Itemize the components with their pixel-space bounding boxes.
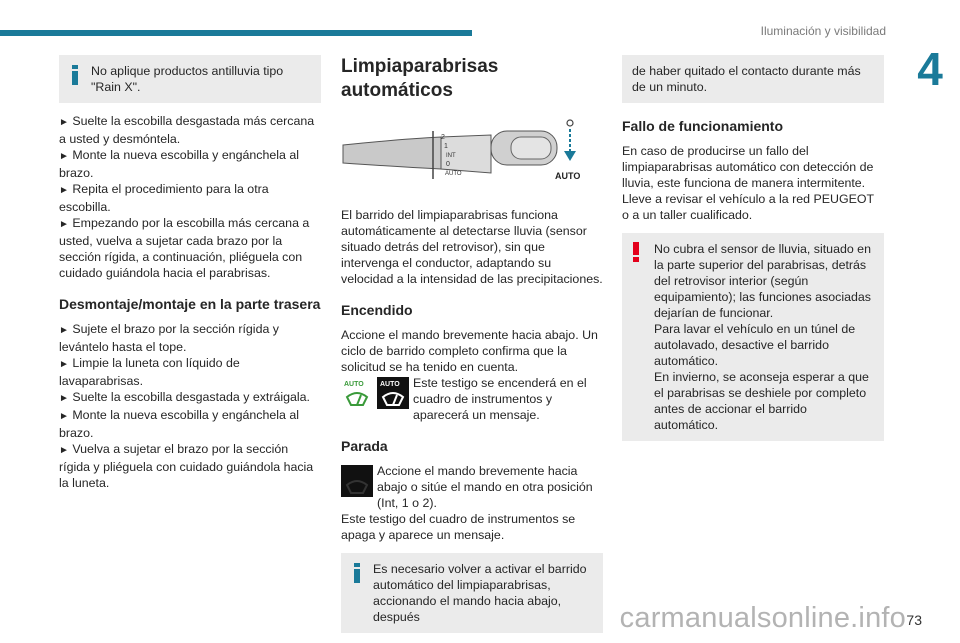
- bullet-item: [59, 181, 321, 215]
- auto-label: AUTO: [344, 381, 364, 388]
- bullet-text: Empezando por la escobilla más cercana a usted, vuelva a sujetar cada brazo por la sección rígida, a continuación, pliéguela con cuidado guiándola hacia el parabrisas.: [59, 216, 310, 280]
- bullet-item: [59, 389, 321, 407]
- bullet-text: Monte la nueva escobilla y engánchela al brazo.: [59, 408, 299, 440]
- off-indicator-row: [341, 463, 603, 511]
- bullet-text: Vuelva a sujetar el brazo por la sección rígida y pliéguela con cuidado guiándola hacia la luneta.: [59, 442, 314, 490]
- wiper-auto-icon: [377, 377, 409, 409]
- bullet-icon: ►: [59, 393, 69, 404]
- wiper-off-icon: [341, 465, 373, 497]
- on-indicator-row: [341, 375, 603, 423]
- bullet-item: [59, 147, 321, 181]
- bullet-item: [59, 355, 321, 389]
- watermark: carmanualsonline.info: [619, 602, 906, 634]
- bullet-icon: ►: [59, 445, 69, 456]
- info-icon: [353, 563, 361, 583]
- header-bar: [0, 30, 472, 36]
- page-number: 73: [906, 612, 922, 628]
- fail-text: En caso de producirse un fallo del limpiaparabrisas automático con detección de lluvia, este funciona de manera intermitente. Lleve a revisar el vehículo a la red PEUGEOT o a un taller cualificado.: [622, 144, 874, 222]
- bullet-icon: ►: [59, 359, 69, 370]
- bullet-item: [59, 407, 321, 441]
- off-text: Accione el mando brevemente hacia abajo o sitúe el mando en otra posición (Int, 1 o 2).: [377, 464, 593, 510]
- illus-mark: AUTO: [445, 171, 462, 177]
- page-title: Limpiaparabrisas automáticos: [341, 56, 499, 101]
- info-text: No aplique productos antilluvia tipo "Rain X".: [91, 64, 284, 94]
- off-heading: Parada: [341, 438, 388, 454]
- column-1: [59, 55, 321, 491]
- bullet-item: [59, 215, 321, 281]
- bullet-text: Suelte la escobilla desgastada y extráigala.: [72, 390, 310, 404]
- bullet-text: Repita el procedimiento para la otra escobilla.: [59, 182, 269, 214]
- illus-mark: 1: [444, 143, 448, 150]
- warning-line: Para lavar el vehículo en un túnel de autolavado, desactive el barrido automático.: [654, 322, 856, 368]
- bullet-icon: ►: [59, 151, 69, 162]
- bullet-item: [59, 321, 321, 355]
- bullet-text: Limpie la luneta con líquido de lavaparabrisas.: [59, 356, 240, 388]
- on-heading: Encendido: [341, 302, 413, 318]
- bullet-item: [59, 441, 321, 491]
- rear-heading: Desmontaje/montaje en la parte trasera: [59, 296, 321, 312]
- illus-mark: 2: [441, 134, 445, 141]
- section-title: Iluminación y visibilidad: [760, 24, 886, 38]
- bullet-text: Sujete el brazo por la sección rígida y levántelo hasta el tope.: [59, 322, 279, 354]
- bullet-icon: ►: [59, 185, 69, 196]
- bullet-list-front: [59, 113, 321, 281]
- chapter-tab: [900, 40, 960, 98]
- chapter-number: 4: [917, 43, 943, 95]
- bullet-list-rear: [59, 321, 321, 491]
- bullet-item: [59, 113, 321, 147]
- illus-label: AUTO: [555, 171, 581, 181]
- bullet-icon: ►: [59, 325, 69, 336]
- bullet-text: Monte la nueva escobilla y engánchela al brazo.: [59, 148, 299, 180]
- continued-box: [622, 55, 884, 103]
- warning-icon: [632, 242, 640, 262]
- bullet-icon: ►: [59, 219, 69, 230]
- info-box: [341, 553, 603, 633]
- info-icon: [71, 65, 79, 85]
- auto-label: AUTO: [380, 381, 400, 388]
- info-text: Es necesario volver a activar el barrido automático del limpiaparabrisas, accionando el mando hacia abajo, después: [373, 562, 587, 624]
- wiper-auto-icon: [341, 377, 373, 409]
- fail-heading: Fallo de funcionamiento: [622, 118, 784, 134]
- illus-mark: INT: [446, 153, 456, 159]
- on-text: Accione el mando brevemente hacia abajo. Un ciclo de barrido completo confirma que la solicitud se ha tenido en cuenta.: [341, 328, 598, 374]
- continued-text: de haber quitado el contacto durante más de un minuto.: [632, 64, 861, 94]
- on-indicator-text: Este testigo se encenderá en el cuadro de instrumentos y aparecerá un mensaje.: [413, 376, 587, 422]
- bullet-text: Suelte la escobilla desgastada más cercana a usted y desmóntela.: [59, 114, 315, 146]
- bullet-icon: ►: [59, 411, 69, 422]
- illus-mark: 0: [446, 161, 450, 168]
- column-3: [622, 55, 884, 451]
- info-box: [59, 55, 321, 103]
- warning-line: No cubra el sensor de lluvia, situado en la parte superior del parabrisas, detrás del retrovisor interior (según equipamiento); las funciones asociadas dejarían de funcionar.: [654, 242, 871, 320]
- off-text-2: Este testigo del cuadro de instrumentos se apaga y aparece un mensaje.: [341, 512, 576, 542]
- wiper-stalk-illustration: [341, 117, 589, 191]
- warning-box: [622, 233, 884, 441]
- column-2: [341, 55, 603, 643]
- warning-line: En invierno, se aconseja esperar a que el parabrisas se deshiele por completo antes de accionar el barrido automático.: [654, 370, 869, 432]
- bullet-icon: ►: [59, 117, 69, 128]
- intro-text: El barrido del limpiaparabrisas funciona automáticamente al detectarse lluvia (sensor situado detrás del retrovisor), sin que intervenga el conductor, adaptando su velocidad a la intensidad de las precipitaciones.: [341, 208, 603, 286]
